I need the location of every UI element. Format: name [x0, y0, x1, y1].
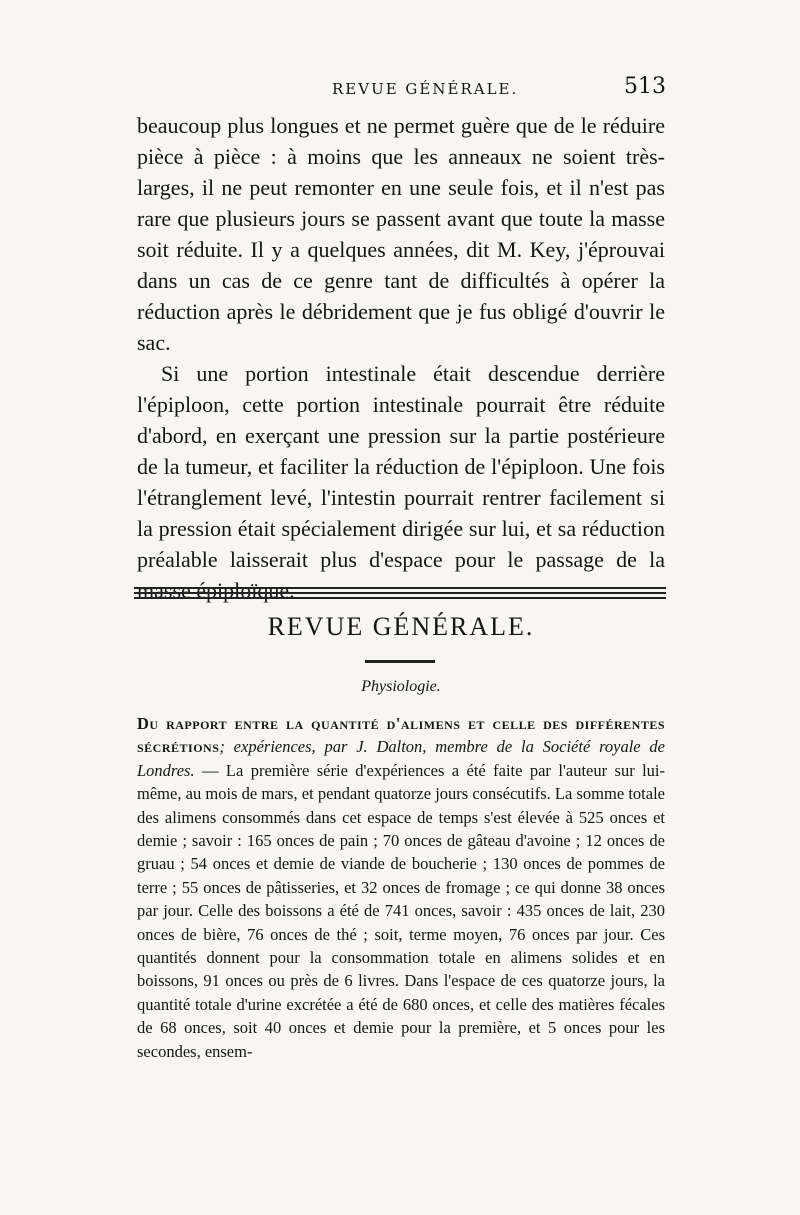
- paragraph: beaucoup plus longues et ne permet guère que de le réduire pièce à pièce : à moins que les anneaux ne soient très-larges, il ne peut remonter en une seule fois, et il n'est pas rare que plusieurs jours se passent avant que toute la masse soit réduite. Il y a quelques années, dit M. Key, j'éprouvai dans un cas de ce genre tant de difficultés à opérer la réduction après le débridement que je fus obligé d'ouvrir le sac.: [137, 113, 665, 355]
- subsection-title: Physiologie.: [361, 678, 441, 695]
- running-head-title: REVUE GÉNÉRALE.: [332, 80, 519, 98]
- title-rule: [365, 660, 435, 663]
- running-head: [136, 70, 666, 110]
- paragraph: Si une portion intestinale était descendue derrière l'épiploon, cette portion intestinale pourrait être réduite d'abord, en exerçant une pression sur la partie postérieure de la tumeur, et faciliter la réduction de l'épiploon. Une fois l'étranglement levé, l'intestin pourrait rentrer facilement si la pression était spécialement dirigée sur lui, et sa réduction préalable laisserait plus d'espace pour le passage de la masse épiploïque.: [137, 361, 665, 603]
- body-text: [137, 110, 665, 606]
- page-number: 513: [624, 74, 666, 99]
- section-divider: [134, 587, 666, 589]
- article-text: — La première série d'expériences a été faite par l'auteur sur lui-même, au mois de mars, et pendant quatorze jours consécutifs. La somme totale des alimens consommés dans cet espace de temps s'est élevée à 525 onces et demie ; savoir : 165 onces de pain ; 70 onces de gâteau d'avoine ; 12 onces de gruau ; 54 onces et demie de viande de boucherie ; 130 onces de pommes de terre ; 55 onces de pâtisseries, et 32 onces de fromage ; ce qui donne 38 onces par jour. Celle des boissons a été de 741 onces, savoir : 435 onces de lait, 230 onces de bière, 76 onces de thé ; soit, terme moyen, 76 onces par jour. Ces quantités donnent pour la consommation totale en alimens solides et en boissons, 91 onces ou près de 6 livres. Dans l'espace de ces quatorze jours, la quantité totale d'urine excrétée a été de 680 onces, et celle des matières fécales de 68 onces, soit 40 onces et demie pour la première, et 5 onces pour les secondes, ensem-: [137, 760, 665, 1061]
- section-divider: [134, 592, 666, 594]
- section-title: REVUE GÉNÉRALE.: [267, 612, 535, 641]
- section-divider: [134, 597, 666, 599]
- article: [137, 712, 665, 1063]
- article-subtitle: ; expériences, par J. Dalton, membre de la Société royale de Londres.: [137, 737, 665, 780]
- article-heading: Du rapport entre la quantité d'alimens et celle des différentes sécrétions: [137, 714, 665, 757]
